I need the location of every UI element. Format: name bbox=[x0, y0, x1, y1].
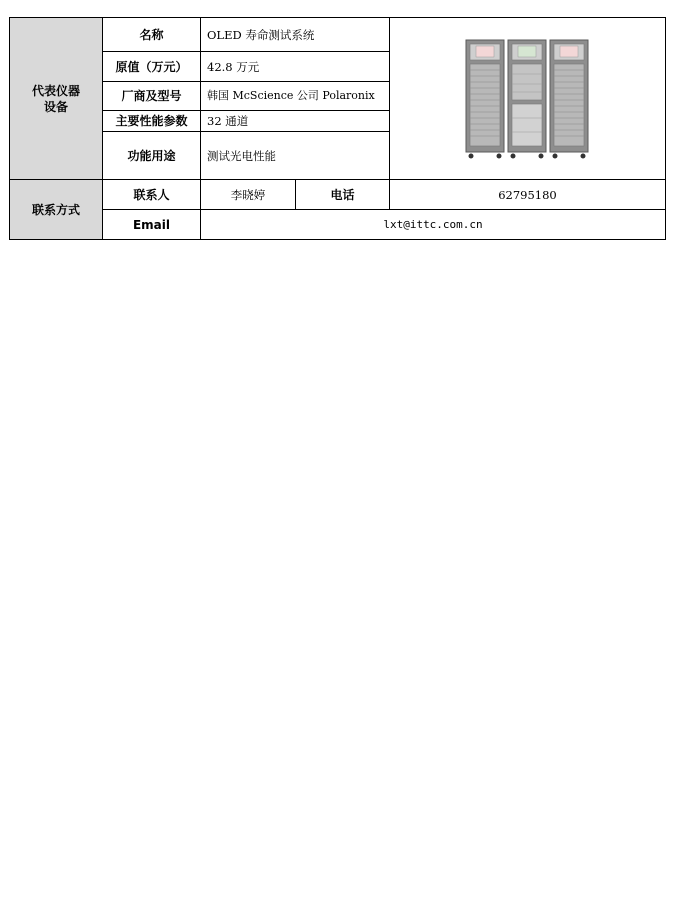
performance-value: 32 通道 bbox=[201, 111, 390, 132]
equipment-group-label-line1: 代表仪器 bbox=[31, 83, 80, 98]
equipment-cabinet-photo-icon bbox=[462, 34, 594, 164]
contact-group-label: 联系方式 bbox=[10, 180, 103, 240]
manufacturer-label: 厂商及型号 bbox=[103, 82, 201, 111]
function-value: 测试光电性能 bbox=[201, 132, 390, 180]
contact-person-value: 李晓婷 bbox=[201, 180, 296, 210]
phone-label: 电话 bbox=[296, 180, 390, 210]
original-value-value: 42.8 万元 bbox=[201, 52, 390, 82]
cabinet-right bbox=[550, 40, 588, 159]
name-label: 名称 bbox=[103, 18, 201, 52]
function-label: 功能用途 bbox=[103, 132, 201, 180]
manufacturer-value: 韩国 McScience 公司 Polaronix bbox=[201, 82, 390, 111]
email-label: Email bbox=[103, 210, 201, 240]
equipment-group-label bbox=[10, 18, 103, 180]
performance-label: 主要性能参数 bbox=[103, 111, 201, 132]
table-row bbox=[10, 180, 666, 210]
original-value-label: 原值（万元） bbox=[103, 52, 201, 82]
contact-person-label: 联系人 bbox=[103, 180, 201, 210]
equipment-group-label-line2: 设备 bbox=[43, 99, 68, 114]
table-row bbox=[10, 18, 666, 52]
phone-value: 62795180 bbox=[390, 180, 666, 210]
equipment-photo-cell bbox=[390, 18, 666, 180]
name-value: OLED 寿命测试系统 bbox=[201, 18, 390, 52]
equipment-info-table bbox=[9, 17, 666, 240]
email-value: lxt@ittc.com.cn bbox=[201, 210, 666, 240]
table-row bbox=[10, 210, 666, 240]
cabinet-middle bbox=[508, 40, 546, 159]
cabinet-left bbox=[466, 40, 504, 159]
